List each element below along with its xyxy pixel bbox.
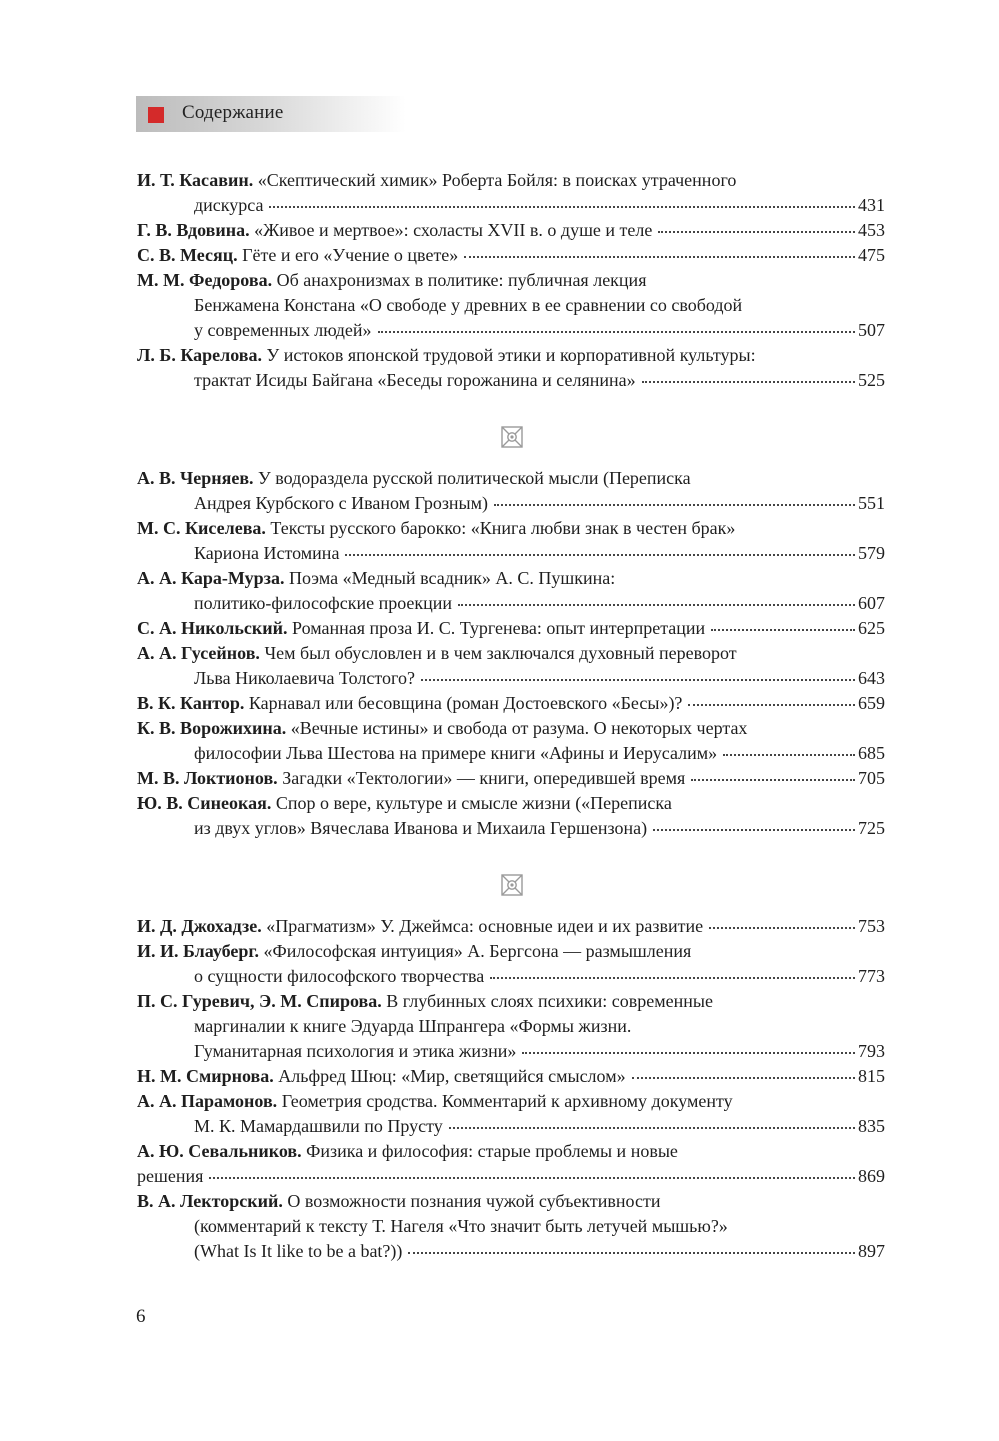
entry-text xyxy=(194,964,484,989)
entry-title-text: Романная проза И. С. Тургенева: опыт интерпретации xyxy=(292,618,706,638)
page-ref: 685 xyxy=(858,743,885,763)
entry-text xyxy=(194,1114,443,1139)
entry-text xyxy=(137,568,615,588)
toc-entry-line xyxy=(137,666,885,691)
entry-title-text: В глубинных слоях психики: современные xyxy=(386,991,713,1011)
author-name: Ю. В. Синеокая. xyxy=(137,793,272,813)
toc-entry-line xyxy=(137,1189,885,1214)
dot-leader xyxy=(658,231,855,233)
toc-entry[interactable] xyxy=(137,641,885,691)
entry-title-text: маргиналии к книге Эдуарда Шпрангера «Формы жизни. xyxy=(194,1016,632,1036)
dot-leader xyxy=(642,381,855,383)
toc-entry[interactable] xyxy=(137,791,885,841)
entry-text xyxy=(137,914,703,939)
toc-entry[interactable] xyxy=(137,1189,885,1264)
entry-title-text: «Живое и мертвое»: схоласты XVII в. о душе и теле xyxy=(254,220,653,240)
entry-text xyxy=(137,643,737,663)
entry-text xyxy=(137,468,691,488)
toc-section xyxy=(137,914,885,1264)
toc-entry[interactable] xyxy=(137,343,885,393)
toc-entry[interactable] xyxy=(137,268,885,343)
toc-entry[interactable] xyxy=(137,914,885,939)
page-ref: 793 xyxy=(858,1041,885,1061)
toc-entry-line xyxy=(137,1164,885,1189)
entry-text xyxy=(194,1039,516,1064)
entry-text xyxy=(137,218,652,243)
toc-entry-line xyxy=(137,989,885,1014)
entry-title-text: Геометрия сродства. Комментарий к архивному документу xyxy=(281,1091,733,1111)
entry-text xyxy=(137,1191,661,1211)
toc-entry[interactable] xyxy=(137,616,885,641)
toc-entry-line xyxy=(137,516,885,541)
entry-text xyxy=(137,518,735,538)
dot-leader xyxy=(345,554,855,556)
entry-title-text: Бенжамена Констана «О свободе у древних в ее сравнении со свободой xyxy=(194,295,743,315)
author-name: С. А. Никольский. xyxy=(137,618,288,638)
entry-title-text: М. К. Мамардашвили по Прусту xyxy=(194,1116,443,1136)
entry-text xyxy=(194,1216,728,1236)
entry-text xyxy=(194,741,717,766)
toc-entry-line xyxy=(137,939,885,964)
author-name: И. Т. Касавин. xyxy=(137,170,254,190)
entry-text xyxy=(137,1091,733,1111)
page-number: 6 xyxy=(136,1306,146,1327)
toc-entry-line xyxy=(137,466,885,491)
entry-text xyxy=(137,270,646,290)
toc-entry-line xyxy=(137,741,885,766)
author-name: А. А. Гусейнов. xyxy=(137,643,260,663)
page-ref: 869 xyxy=(858,1166,885,1186)
entry-title-text: Карнавал или бесовщина (роман Достоевского «Бесы»)? xyxy=(248,693,683,713)
toc-entry[interactable] xyxy=(137,566,885,616)
entry-title-text: «Философская интуиция» А. Бергсона — размышления xyxy=(263,941,692,961)
page-ref: 773 xyxy=(858,966,885,986)
entry-text xyxy=(194,666,415,691)
entry-text xyxy=(194,491,488,516)
author-name: И. И. Блауберг. xyxy=(137,941,260,961)
author-name: А. В. Черняев. xyxy=(137,468,254,488)
entry-title-text: Физика и философия: старые проблемы и новые xyxy=(306,1141,678,1161)
toc-entry[interactable] xyxy=(137,168,885,218)
toc-entry-line xyxy=(137,343,885,368)
toc-entry-line xyxy=(137,268,885,293)
page-ref: 475 xyxy=(858,245,885,265)
author-name: Л. Б. Карелова. xyxy=(137,345,262,365)
dot-leader xyxy=(378,331,855,333)
page-ref: 579 xyxy=(858,543,885,563)
entry-text xyxy=(137,616,705,641)
page-ref: 659 xyxy=(858,693,885,713)
toc-entry-line xyxy=(137,1039,885,1064)
toc-entry[interactable] xyxy=(137,1064,885,1089)
toc-entry-line xyxy=(137,318,885,343)
dot-leader xyxy=(494,504,855,506)
dot-leader xyxy=(449,1127,855,1129)
author-name: В. А. Лекторский. xyxy=(137,1191,283,1211)
toc-entry-line xyxy=(137,491,885,516)
dot-leader xyxy=(688,704,855,706)
toc-entry[interactable] xyxy=(137,516,885,566)
page-ref: 431 xyxy=(858,195,885,215)
entry-title-text: Кариона Истомина xyxy=(194,543,340,563)
dot-leader xyxy=(269,206,855,208)
author-name: Г. В. Вдовина. xyxy=(137,220,250,240)
page-ref: 643 xyxy=(858,668,885,688)
toc-entry-line xyxy=(137,218,885,243)
page-ref: 551 xyxy=(858,493,885,513)
entry-title-text: Спор о вере, культуре и смысле жизни («Переписка xyxy=(275,793,672,813)
entry-title-text: «Вечные истины» и свобода от разума. О некоторых чертах xyxy=(290,718,748,738)
toc-entry[interactable] xyxy=(137,766,885,791)
entry-title-text: Гуманитарная психология и этика жизни» xyxy=(194,1041,517,1061)
section-header xyxy=(136,96,406,132)
toc-entry-line xyxy=(137,193,885,218)
toc-entry-line xyxy=(137,914,885,939)
header-title: Содержание xyxy=(182,102,284,123)
fleuron-icon xyxy=(501,426,523,448)
entry-title-text: дискурса xyxy=(194,195,264,215)
toc-entry-line xyxy=(137,591,885,616)
red-square-icon xyxy=(148,107,164,123)
entry-text xyxy=(194,1016,631,1036)
entry-title-text: у современных людей» xyxy=(194,320,372,340)
entry-text xyxy=(137,1141,678,1161)
entry-text xyxy=(137,243,458,268)
entry-title-text: Об анахронизмах в политике: публичная лекция xyxy=(276,270,647,290)
toc-entry-line xyxy=(137,1214,885,1239)
entry-title-text: (комментарий к тексту Т. Нагеля «Что значит быть летучей мышью?» xyxy=(194,1216,728,1236)
entry-title-text: Загадки «Тектологии» — книги, опередившей время xyxy=(282,768,686,788)
entry-title-text: Альфред Шюц: «Мир, светящийся смыслом» xyxy=(278,1066,626,1086)
dot-leader xyxy=(408,1252,855,1254)
entry-title-text: решения xyxy=(137,1166,204,1186)
entry-text xyxy=(194,368,636,393)
entry-text xyxy=(137,691,682,716)
entry-text xyxy=(137,1164,203,1189)
toc-entry[interactable] xyxy=(137,1089,885,1139)
toc-entry-line xyxy=(137,1014,885,1039)
entry-title-text: «Скептический химик» Роберта Бойля: в поисках утраченного xyxy=(257,170,737,190)
entry-title-text: Гёте и его «Учение о цвете» xyxy=(242,245,459,265)
toc-entry[interactable] xyxy=(137,466,885,516)
toc-entry-line xyxy=(137,293,885,318)
toc-section xyxy=(137,466,885,841)
dot-leader xyxy=(209,1177,855,1179)
author-name: М. М. Федорова. xyxy=(137,270,273,290)
entry-text xyxy=(137,941,691,961)
toc-entry-line xyxy=(137,368,885,393)
dot-leader xyxy=(691,779,855,781)
toc-entry-line xyxy=(137,1089,885,1114)
entry-title-text: (What Is It like to be a bat?)) xyxy=(194,1241,403,1261)
page-ref: 525 xyxy=(858,370,885,390)
toc-entry-line xyxy=(137,566,885,591)
dot-leader xyxy=(458,604,855,606)
entry-text xyxy=(137,345,756,365)
author-name: М. В. Локтионов. xyxy=(137,768,278,788)
toc-entry-line xyxy=(137,243,885,268)
toc-entry-line xyxy=(137,1064,885,1089)
page-ref: 897 xyxy=(858,1241,885,1261)
toc-entry[interactable] xyxy=(137,716,885,766)
author-name: С. В. Месяц. xyxy=(137,245,238,265)
dot-leader xyxy=(632,1077,855,1079)
page-ref: 507 xyxy=(858,320,885,340)
entry-title-text: Тексты русского барокко: «Книга любви знак в честен брак» xyxy=(270,518,736,538)
toc-entry[interactable] xyxy=(137,243,885,268)
author-name: В. К. Кантор. xyxy=(137,693,245,713)
entry-text xyxy=(137,793,672,813)
page-ref: 725 xyxy=(858,818,885,838)
entry-title-text: У водораздела русской политической мысли (Переписка xyxy=(258,468,691,488)
entry-title-text: Поэма «Медный всадник» А. С. Пушкина: xyxy=(289,568,616,588)
entry-text xyxy=(194,1239,402,1264)
entry-text xyxy=(194,541,339,566)
page-ref: 835 xyxy=(858,1116,885,1136)
entry-text xyxy=(194,591,452,616)
dot-leader xyxy=(653,829,855,831)
toc-entry-line xyxy=(137,168,885,193)
entry-title-text: о сущности философского творчества xyxy=(194,966,485,986)
toc-entry[interactable] xyxy=(137,691,885,716)
entry-text xyxy=(137,718,747,738)
toc-entry[interactable] xyxy=(137,939,885,989)
author-name: М. С. Киселева. xyxy=(137,518,266,538)
entry-text xyxy=(137,1064,626,1089)
dot-leader xyxy=(709,927,855,929)
toc-entry-line xyxy=(137,691,885,716)
entry-title-text: трактат Исиды Байгана «Беседы горожанина и селянина» xyxy=(194,370,636,390)
entry-text xyxy=(194,193,263,218)
entry-title-text: У истоков японской трудовой этики и корпоративной культуры: xyxy=(266,345,756,365)
toc-entry[interactable] xyxy=(137,1139,885,1189)
page-ref: 815 xyxy=(858,1066,885,1086)
entry-title-text: политико-философские проекции xyxy=(194,593,453,613)
dot-leader xyxy=(522,1052,855,1054)
toc-entry[interactable] xyxy=(137,218,885,243)
page-ref: 625 xyxy=(858,618,885,638)
dot-leader xyxy=(490,977,855,979)
entry-title-text: из двух углов» Вячеслава Иванова и Михаила Гершензона) xyxy=(194,818,648,838)
dot-leader xyxy=(711,629,855,631)
toc-entry-line xyxy=(137,766,885,791)
author-name: П. С. Гуревич, Э. М. Спирова. xyxy=(137,991,382,1011)
toc-section xyxy=(137,168,885,393)
entry-title-text: «Прагматизм» У. Джеймса: основные идеи и их развитие xyxy=(266,916,704,936)
toc-entry-line xyxy=(137,616,885,641)
page-ref: 705 xyxy=(858,768,885,788)
dot-leader xyxy=(723,754,855,756)
toc-entry-line xyxy=(137,641,885,666)
author-name: К. В. Ворожихина. xyxy=(137,718,287,738)
entry-text xyxy=(194,318,372,343)
page-ref: 607 xyxy=(858,593,885,613)
toc-entry-line xyxy=(137,1239,885,1264)
page-ref: 453 xyxy=(858,220,885,240)
dot-leader xyxy=(421,679,855,681)
entry-text xyxy=(137,991,713,1011)
dot-leader xyxy=(464,256,855,258)
toc-entry-line xyxy=(137,541,885,566)
page-ref: 753 xyxy=(858,916,885,936)
fleuron-icon xyxy=(501,874,523,896)
entry-title-text: Андрея Курбского с Иваном Грозным) xyxy=(194,493,489,513)
author-name: А. Ю. Севальников. xyxy=(137,1141,302,1161)
toc-entry-line xyxy=(137,791,885,816)
entry-title-text: Чем был обусловлен и в чем заключался духовный переворот xyxy=(264,643,737,663)
author-name: А. А. Кара-Мурза. xyxy=(137,568,285,588)
toc-entry-line xyxy=(137,1114,885,1139)
toc-entry[interactable] xyxy=(137,989,885,1064)
toc-entry-line xyxy=(137,716,885,741)
author-name: Н. М. Смирнова. xyxy=(137,1066,274,1086)
author-name: А. А. Парамонов. xyxy=(137,1091,278,1111)
toc-entry-line xyxy=(137,816,885,841)
entry-text xyxy=(137,766,685,791)
entry-title-text: философии Льва Шестова на примере книги «Афины и Иерусалим» xyxy=(194,743,718,763)
entry-title-text: Льва Николаевича Толстого? xyxy=(194,668,415,688)
author-name: И. Д. Джохадзе. xyxy=(137,916,262,936)
toc-entry-line xyxy=(137,1139,885,1164)
entry-text xyxy=(194,816,647,841)
entry-text xyxy=(194,295,742,315)
entry-title-text: О возможности познания чужой субъективности xyxy=(287,1191,661,1211)
toc-entry-line xyxy=(137,964,885,989)
entry-text xyxy=(137,170,736,190)
